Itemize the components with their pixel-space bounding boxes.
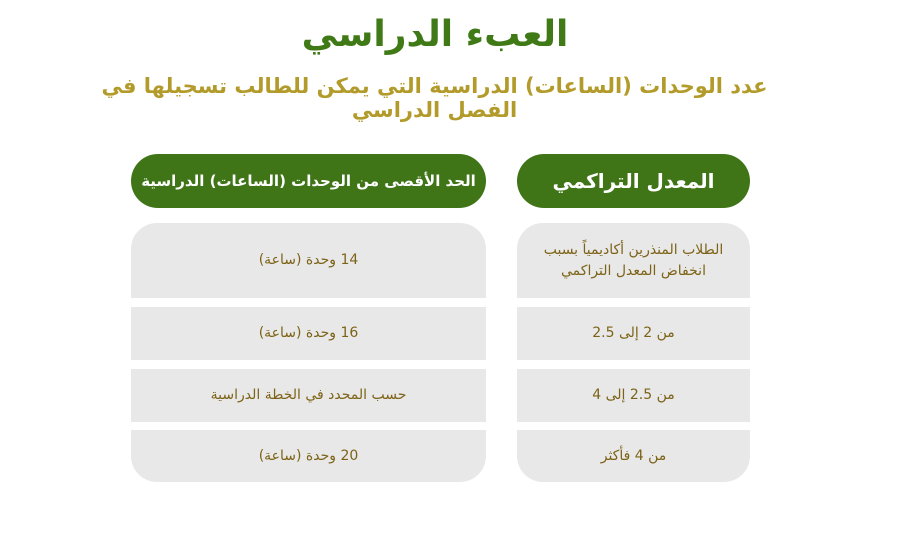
gpa-cell-probation: الطلاب المنذرين أكاديمياً بسبب انخفاض المعدل التراكمي: [517, 223, 750, 298]
page-title: العبء الدراسي: [301, 14, 569, 55]
max-units-column-header: الحد الأقصى من الوحدات (الساعات) الدراسية: [131, 154, 486, 208]
gpa-cell-2-to-2-5: من 2 إلى 2.5: [517, 307, 750, 360]
gpa-cell-4-and-above: من 4 فأكثر: [517, 430, 750, 482]
max-units-cell-probation: 14 وحدة (ساعة): [131, 223, 486, 298]
gpa-cell-2-5-to-4: من 2.5 إلى 4: [517, 369, 750, 422]
max-units-cell-4-and-above: 20 وحدة (ساعة): [131, 430, 486, 482]
max-units-cell-2-5-to-4: حسب المحدد في الخطة الدراسية: [131, 369, 486, 422]
gpa-column-header: المعدل التراكمي: [517, 154, 750, 208]
max-units-cell-2-to-2-5: 16 وحدة (ساعة): [131, 307, 486, 360]
page-subtitle: عدد الوحدات (الساعات) الدراسية التي يمكن للطالب تسجيلها في الفصل الدراسي: [101, 74, 768, 122]
